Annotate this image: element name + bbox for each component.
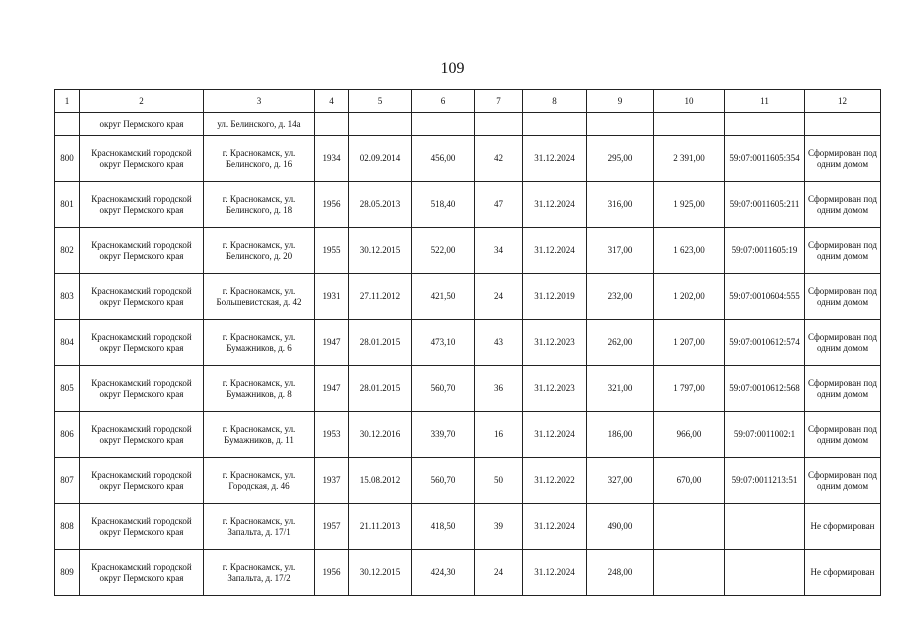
cell-cadastral: 59:07:0010612:574 [725, 320, 805, 366]
cell-empty [349, 113, 412, 136]
cell-district: округ Пермского края [80, 113, 204, 136]
cell-address: г. Краснокамск, ул. Большевистская, д. 42 [204, 274, 315, 320]
cell-address: г. Краснокамск, ул. Бумажников, д. 6 [204, 320, 315, 366]
cell-col-9: 186,00 [587, 412, 654, 458]
header-cell: 5 [349, 90, 412, 113]
cell-number: 801 [55, 182, 80, 228]
cell-cadastral: 59:07:0011002:1 [725, 412, 805, 458]
table-row [55, 320, 881, 366]
cell-area: 518,40 [412, 182, 475, 228]
cell-district: Краснокамский городской округ Пермского края [80, 550, 204, 596]
header-cell: 2 [80, 90, 204, 113]
cell-area: 421,50 [412, 274, 475, 320]
cell-number: 805 [55, 366, 80, 412]
header-cell: 12 [805, 90, 881, 113]
cell-year: 1947 [315, 320, 349, 366]
table-row [55, 550, 881, 596]
cell-district: Краснокамский городской округ Пермского края [80, 228, 204, 274]
cell-year: 1956 [315, 550, 349, 596]
cell-col-10: 1 925,00 [654, 182, 725, 228]
cell-status: Не сформирован [805, 550, 881, 596]
table-row [55, 366, 881, 412]
cell-col-10: 670,00 [654, 458, 725, 504]
cell-district: Краснокамский городской округ Пермского края [80, 182, 204, 228]
table-row [55, 504, 881, 550]
cell-cadastral [725, 504, 805, 550]
cell-cadastral: 59:07:0011605:354 [725, 136, 805, 182]
cell-date-1: 21.11.2013 [349, 504, 412, 550]
cell-address: г. Краснокамск, ул. Бумажников, д. 8 [204, 366, 315, 412]
cell-count: 24 [475, 274, 523, 320]
cell-district: Краснокамский городской округ Пермского края [80, 136, 204, 182]
cell-date-2: 31.12.2024 [523, 182, 587, 228]
cell-area: 560,70 [412, 366, 475, 412]
cell-district: Краснокамский городской округ Пермского края [80, 412, 204, 458]
cell-status: Сформирован под одним домом [805, 228, 881, 274]
cell-count: 50 [475, 458, 523, 504]
cell-col-9: 490,00 [587, 504, 654, 550]
header-cell: 8 [523, 90, 587, 113]
cell-date-1: 15.08.2012 [349, 458, 412, 504]
cell-col-9: 248,00 [587, 550, 654, 596]
table-row [55, 274, 881, 320]
cell-date-1: 30.12.2015 [349, 228, 412, 274]
cell-area: 339,70 [412, 412, 475, 458]
cell-date-1: 30.12.2015 [349, 550, 412, 596]
cell-status: Сформирован под одним домом [805, 182, 881, 228]
cell-cadastral: 59:07:0011213:51 [725, 458, 805, 504]
cell-col-10 [654, 550, 725, 596]
cell-district: Краснокамский городской округ Пермского края [80, 320, 204, 366]
cell-col-10 [654, 504, 725, 550]
cell-district: Краснокамский городской округ Пермского края [80, 274, 204, 320]
table-row [55, 182, 881, 228]
header-cell: 7 [475, 90, 523, 113]
cell-col-10: 1 797,00 [654, 366, 725, 412]
cell-district: Краснокамский городской округ Пермского края [80, 504, 204, 550]
cell-count: 39 [475, 504, 523, 550]
cell-col-10: 966,00 [654, 412, 725, 458]
cell-number: 809 [55, 550, 80, 596]
cell-cadastral [725, 550, 805, 596]
cell-year: 1953 [315, 412, 349, 458]
cell-date-1: 30.12.2016 [349, 412, 412, 458]
table-row [55, 412, 881, 458]
cell-number: 802 [55, 228, 80, 274]
cell-date-2: 31.12.2019 [523, 274, 587, 320]
cell-area: 473,10 [412, 320, 475, 366]
cell-date-1: 28.01.2015 [349, 366, 412, 412]
header-cell: 9 [587, 90, 654, 113]
cell-year: 1931 [315, 274, 349, 320]
cell-number: 806 [55, 412, 80, 458]
header-row [55, 90, 881, 113]
cell-cadastral: 59:07:0011605:211 [725, 182, 805, 228]
header-cell: 6 [412, 90, 475, 113]
table-row [55, 458, 881, 504]
cell-address: г. Краснокамск, ул. Запальта, д. 17/2 [204, 550, 315, 596]
cell-cadastral: 59:07:0010612:568 [725, 366, 805, 412]
cell-col-9: 321,00 [587, 366, 654, 412]
cell-area: 522,00 [412, 228, 475, 274]
cell-empty [412, 113, 475, 136]
cell-date-2: 31.12.2024 [523, 550, 587, 596]
cell-col-10: 1 207,00 [654, 320, 725, 366]
cell-date-1: 28.05.2013 [349, 182, 412, 228]
cell-year: 1937 [315, 458, 349, 504]
cell-district: Краснокамский городской округ Пермского края [80, 366, 204, 412]
cell-col-9: 295,00 [587, 136, 654, 182]
cell-date-2: 31.12.2024 [523, 412, 587, 458]
cell-col-10: 2 391,00 [654, 136, 725, 182]
cell-area: 424,30 [412, 550, 475, 596]
cell-status: Сформирован под одним домом [805, 412, 881, 458]
header-cell: 3 [204, 90, 315, 113]
cell-address: ул. Белинского, д. 14а [204, 113, 315, 136]
cell-col-9: 327,00 [587, 458, 654, 504]
header-cell: 4 [315, 90, 349, 113]
table-row [55, 136, 881, 182]
table-row [55, 228, 881, 274]
cell-address: г. Краснокамск, ул. Запальта, д. 17/1 [204, 504, 315, 550]
cell-date-2: 31.12.2023 [523, 320, 587, 366]
cell-date-2: 31.12.2023 [523, 366, 587, 412]
header-cell: 11 [725, 90, 805, 113]
cell-empty [587, 113, 654, 136]
cell-cadastral: 59:07:0010604:555 [725, 274, 805, 320]
cell-status: Сформирован под одним домом [805, 136, 881, 182]
cell-area: 418,50 [412, 504, 475, 550]
cell-empty [725, 113, 805, 136]
cell-date-1: 28.01.2015 [349, 320, 412, 366]
cell-address: г. Краснокамск, ул. Белинского, д. 16 [204, 136, 315, 182]
cell-count: 34 [475, 228, 523, 274]
cell-col-9: 262,00 [587, 320, 654, 366]
cell-col-10: 1 202,00 [654, 274, 725, 320]
cell-col-10: 1 623,00 [654, 228, 725, 274]
cell-number: 807 [55, 458, 80, 504]
cell-date-1: 02.09.2014 [349, 136, 412, 182]
cell-address: г. Краснокамск, ул. Белинского, д. 18 [204, 182, 315, 228]
cell-number: 808 [55, 504, 80, 550]
cell-year: 1947 [315, 366, 349, 412]
cell-address: г. Краснокамск, ул. Городская, д. 46 [204, 458, 315, 504]
cell-status: Сформирован под одним домом [805, 320, 881, 366]
cell-status: Не сформирован [805, 504, 881, 550]
cell-year: 1957 [315, 504, 349, 550]
cell-status: Сформирован под одним домом [805, 458, 881, 504]
cell-empty [805, 113, 881, 136]
cell-count: 42 [475, 136, 523, 182]
header-cell: 1 [55, 90, 80, 113]
cell-status: Сформирован под одним домом [805, 366, 881, 412]
cell-district: Краснокамский городской округ Пермского края [80, 458, 204, 504]
cell-year: 1956 [315, 182, 349, 228]
cell-area: 456,00 [412, 136, 475, 182]
cell-col-9: 317,00 [587, 228, 654, 274]
cell-date-2: 31.12.2022 [523, 458, 587, 504]
cell-address: г. Краснокамск, ул. Белинского, д. 20 [204, 228, 315, 274]
cell-address: г. Краснокамск, ул. Бумажников, д. 11 [204, 412, 315, 458]
cell-empty [315, 113, 349, 136]
cell-number: 804 [55, 320, 80, 366]
cell-empty [55, 113, 80, 136]
continuation-row [55, 113, 881, 136]
cell-date-1: 27.11.2012 [349, 274, 412, 320]
cell-count: 16 [475, 412, 523, 458]
cell-date-2: 31.12.2024 [523, 504, 587, 550]
cell-count: 47 [475, 182, 523, 228]
cell-status: Сформирован под одним домом [805, 274, 881, 320]
cell-year: 1934 [315, 136, 349, 182]
cell-col-9: 316,00 [587, 182, 654, 228]
header-cell: 10 [654, 90, 725, 113]
cell-count: 36 [475, 366, 523, 412]
cell-year: 1955 [315, 228, 349, 274]
housing-registry-table [54, 89, 881, 596]
page-number: 109 [440, 60, 465, 77]
cell-date-2: 31.12.2024 [523, 136, 587, 182]
cell-count: 24 [475, 550, 523, 596]
cell-empty [523, 113, 587, 136]
cell-empty [475, 113, 523, 136]
cell-empty [654, 113, 725, 136]
cell-number: 800 [55, 136, 80, 182]
cell-area: 560,70 [412, 458, 475, 504]
cell-cadastral: 59:07:0011605:19 [725, 228, 805, 274]
cell-date-2: 31.12.2024 [523, 228, 587, 274]
cell-col-9: 232,00 [587, 274, 654, 320]
cell-count: 43 [475, 320, 523, 366]
cell-number: 803 [55, 274, 80, 320]
